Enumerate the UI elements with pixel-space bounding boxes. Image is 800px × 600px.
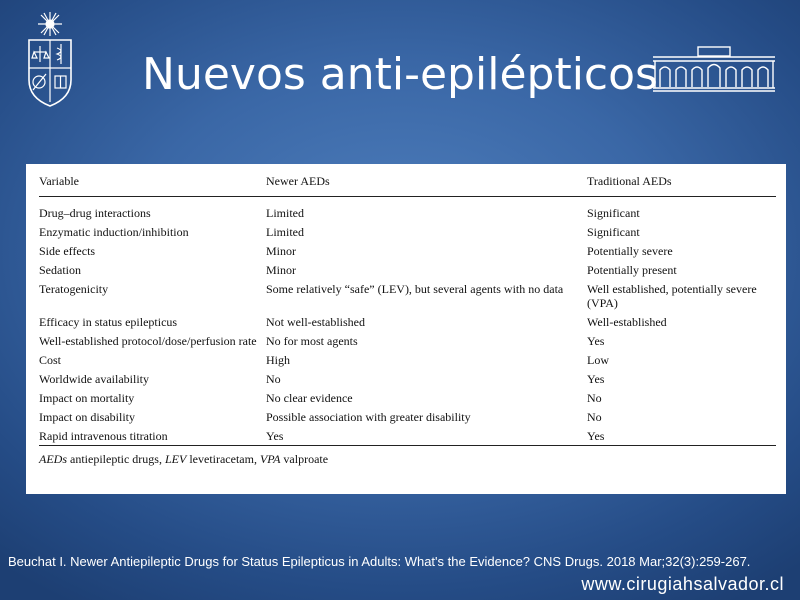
table-row [39,388,776,407]
cell-variable: Well-established protocol/dose/perfusion rate [39,334,257,348]
footnote-abbr-lev: LEV [164,452,187,466]
cell-variable: Efficacy in status epilepticus [39,315,178,329]
cell-variable: Cost [39,353,62,367]
header-traditional-aeds: Traditional AEDs [587,172,776,197]
slide-title: Nuevos anti-epilépticos [142,49,658,100]
footnote-abbr-aeds: AEDs [39,452,67,466]
cell-variable: Teratogenicity [39,282,109,296]
cell-newer: Limited [266,206,304,220]
website-url: www.cirugiahsalvador.cl [581,574,784,594]
cell-traditional: Potentially severe [587,244,673,258]
cell-traditional: Potentially present [587,263,677,277]
cell-variable: Sedation [39,263,81,277]
cell-variable: Worldwide availability [39,372,150,386]
table-footnote [39,446,776,467]
table-row [39,222,776,241]
footnote-def-vpa: valproate [280,452,329,466]
cell-newer: Possible association with greater disability [266,410,471,424]
header-variable: Variable [39,172,266,197]
cell-newer: Yes [266,429,284,443]
cell-traditional: Significant [587,206,640,220]
cell-variable: Side effects [39,244,96,258]
cell-traditional: Well-established [587,315,667,329]
table-row [39,331,776,350]
cell-traditional: Low [587,353,609,367]
footnote-abbr-vpa: VPA [259,452,281,466]
cell-newer: Minor [266,263,296,277]
comparison-table-panel [26,164,786,494]
cell-newer: No clear evidence [266,391,353,405]
cell-traditional: Yes [587,429,605,443]
cell-traditional: No [587,410,602,424]
table-row [39,197,776,223]
aed-comparison-table [39,172,776,466]
cell-traditional: Yes [587,372,605,386]
cell-newer: Minor [266,244,296,258]
cell-variable: Impact on disability [39,410,135,424]
table-row [39,350,776,369]
cell-newer: No [266,372,281,386]
cell-variable: Drug–drug interactions [39,206,151,220]
table-row [39,369,776,388]
table-row [39,312,776,331]
cell-traditional: Significant [587,225,640,239]
table-row [39,241,776,260]
cell-newer: No for most agents [266,334,358,348]
table-row [39,407,776,426]
table-row [39,426,776,446]
table-row [39,260,776,279]
cell-variable: Impact on mortality [39,391,135,405]
cell-traditional: Yes [587,334,605,348]
footnote-def-aeds: antiepileptic drugs, [67,452,165,466]
cell-newer: High [266,353,290,367]
cell-variable: Enzymatic induction/inhibition [39,225,189,239]
table-footnote-row [39,446,776,467]
table-row [39,279,776,312]
table-header-row [39,172,776,197]
cell-traditional: Well established, potentially severe (VPA) [587,282,757,310]
footnote-def-lev: levetiracetam, [186,452,260,466]
reference-citation: Beuchat I. Newer Antiepileptic Drugs for Status Epilepticus in Adults: What's the Evidence? CNS Drugs. 2018 Mar;32(3):259-267. [8,554,751,569]
cell-variable: Rapid intravenous titration [39,429,168,443]
header-newer-aeds: Newer AEDs [266,172,587,197]
cell-traditional: No [587,391,602,405]
cell-newer: Limited [266,225,304,239]
cell-newer: Some relatively “safe” (LEV), but several agents with no data [266,282,564,296]
cell-newer: Not well-established [266,315,365,329]
